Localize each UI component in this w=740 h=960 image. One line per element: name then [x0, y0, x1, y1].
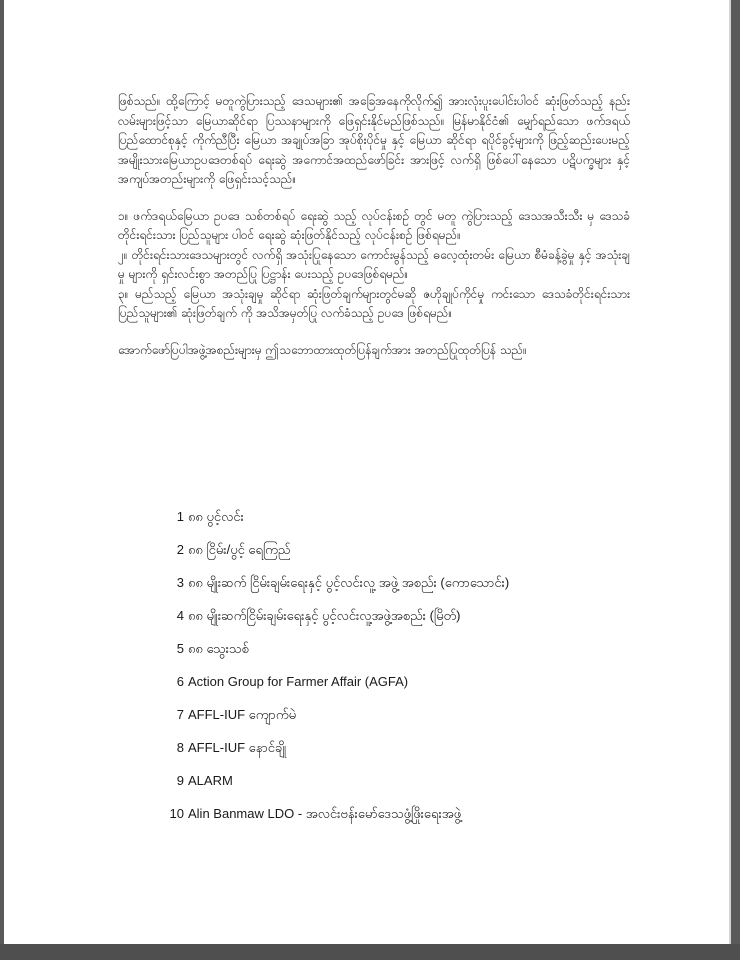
item-number: 6 [176, 674, 184, 689]
item-number: 7 [176, 707, 184, 722]
point-2: ၂။ တိုင်းရင်းသားဒေသများတွင် လက်ရှိ အသုံးပြုနေသော ကောင်းမွန်သည့် ဓလေ့ထုံးတမ်း မြေယာ စီမံခန့်ခွဲမှု နှင့် အသုံးချမှု များကို ရှင်းလင်းစွာ အတည်ပြု ပြဋ္ဌာန်း ပေးသည့် ဥပဒေဖြစ်ရမည်။ [118, 247, 630, 281]
organization-name: ၈၈ ငြိမ်း/ပွင့် ရေကြည် [188, 542, 291, 557]
list-item [156, 509, 636, 542]
list-item [156, 707, 636, 740]
list-item [156, 608, 636, 641]
item-number: 3 [176, 575, 184, 590]
numbered-points [118, 207, 630, 324]
organization-name: ၈၈ ပွင့်လင်း [188, 509, 244, 524]
item-number: 2 [176, 542, 184, 557]
organization-name: ALARM [188, 773, 233, 788]
organization-name: Action Group for Farmer Affair (AGFA) [188, 674, 409, 689]
point-3: ၃။ မည်သည့် မြေယာ အသုံးချမှု ဆိုင်ရာ ဆုံးဖြတ်ချက်များတွင်မဆို ဇဟိုချုပ်ကိုင်မှု ကင်းသော ဒေသခံတိုင်းရင်းသား ပြည်သူများ၏ ဆုံးဖြတ်ချက် ကို အသိအမှတ်ပြု လက်ခံသည့် ဥပဒေ ဖြစ်ရမည်။ [118, 286, 630, 320]
organization-name: ၈၈ သွေးသစ် [188, 641, 249, 656]
list-item [156, 773, 636, 806]
organization-name: AFFL-IUF ကျောက်မဲ [188, 707, 296, 722]
item-number: 4 [176, 608, 184, 623]
organization-name: AFFL-IUF နောင်ချို [188, 740, 287, 755]
list-item [156, 806, 636, 839]
organization-name: ၈၈ မျိုးဆက် ငြိမ်းချမ်းရေးနှင့် ပွင့်လင်းလူ့ အဖွဲ့ အစည်း (ကောသောင်း) [188, 575, 510, 590]
item-number: 10 [169, 806, 184, 821]
list-item [156, 542, 636, 575]
item-number: 1 [176, 509, 184, 524]
item-number: 5 [176, 641, 184, 656]
list-item [156, 674, 636, 707]
endorsement-intro: အောက်ဖော်ပြပါအဖွဲ့အစည်းများမှ ဤသဘောထားထုတ်ပြန်ချက်အား အတည်ပြုထုတ်ပြန် သည်။ [118, 342, 527, 357]
document-body [118, 92, 630, 377]
organization-name: ၈၈ မျိုးဆက်ငြိမ်းချမ်းရေးနှင့် ပွင့်လင်းလူ့အဖွဲ့အစည်း (မြိတ်) [188, 608, 461, 623]
list-item [156, 740, 636, 773]
point-1: ၁။ ဖက်ဒရယ်မြေယာ ဥပဒေ သစ်တစ်ရပ် ရေးဆွဲ သည့် လုပ်ငန်းစဉ် တွင် မတူ ကွဲပြားသည့် ဒေသအသီးသီး မှ ဒေသခံ တိုင်းရင်းသား ပြည်သူများ ပါဝင် ရေးဆွဲ ဆုံးဖြတ်နိုင်သည့် လုပ်ငန်းစဉ် ဖြစ်ရမည်။ [118, 208, 630, 242]
document-page [4, 0, 731, 944]
organization-list [156, 509, 636, 839]
list-item [156, 641, 636, 674]
viewer-background [0, 944, 740, 960]
list-item [156, 575, 636, 608]
intro-paragraph: ဖြစ်သည်။ ထို့ကြောင့် မတူကွဲပြားသည့် ဒေသများ၏ အခြေအနေကိုလိုက်၍ အားလုံးပူးပေါင်းပါဝင် ဆုံးဖြတ်သည့် နည်းလမ်းများဖြင့်သာ မြေယာဆိုင်ရာ ပြဿနာများကို ဖြေရှင်းနိုင်မည်ဖြစ်သည်။ မြန်မာနိုင်ငံ၏ မျှော်ရည်သော ဖက်ဒရယ် ပြည်ထောင်စုနှင့် ကိုက်ညီပြီး မြေယာ အချုပ်အခြာ အုပ်စိုးပိုင်မှု နှင့် မြေယာ ဆိုင်ရာ ရပိုင်ခွင့်များကို ဖြည့်ဆည်းပေးမည့် အမျိုးသားမြေယာဥပဒေတစ်ရပ် ရေးဆွဲ အကောင်အထည်ဖော်ခြင်း အားဖြင့် လက်ရှိ ဖြစ်ပေါ်နေသော ပဋိပက္ခများ နှင့် အကျပ်အတည်းများကို ဖြေရှင်းသင့်သည်။ [118, 94, 630, 186]
item-number: 9 [176, 773, 184, 788]
item-number: 8 [176, 740, 184, 755]
organization-name: Alin Banmaw LDO - အလင်းဗန်းမော်ဒေသဖွံ့ဖြိုးရေးအဖွဲ့ [188, 806, 462, 821]
